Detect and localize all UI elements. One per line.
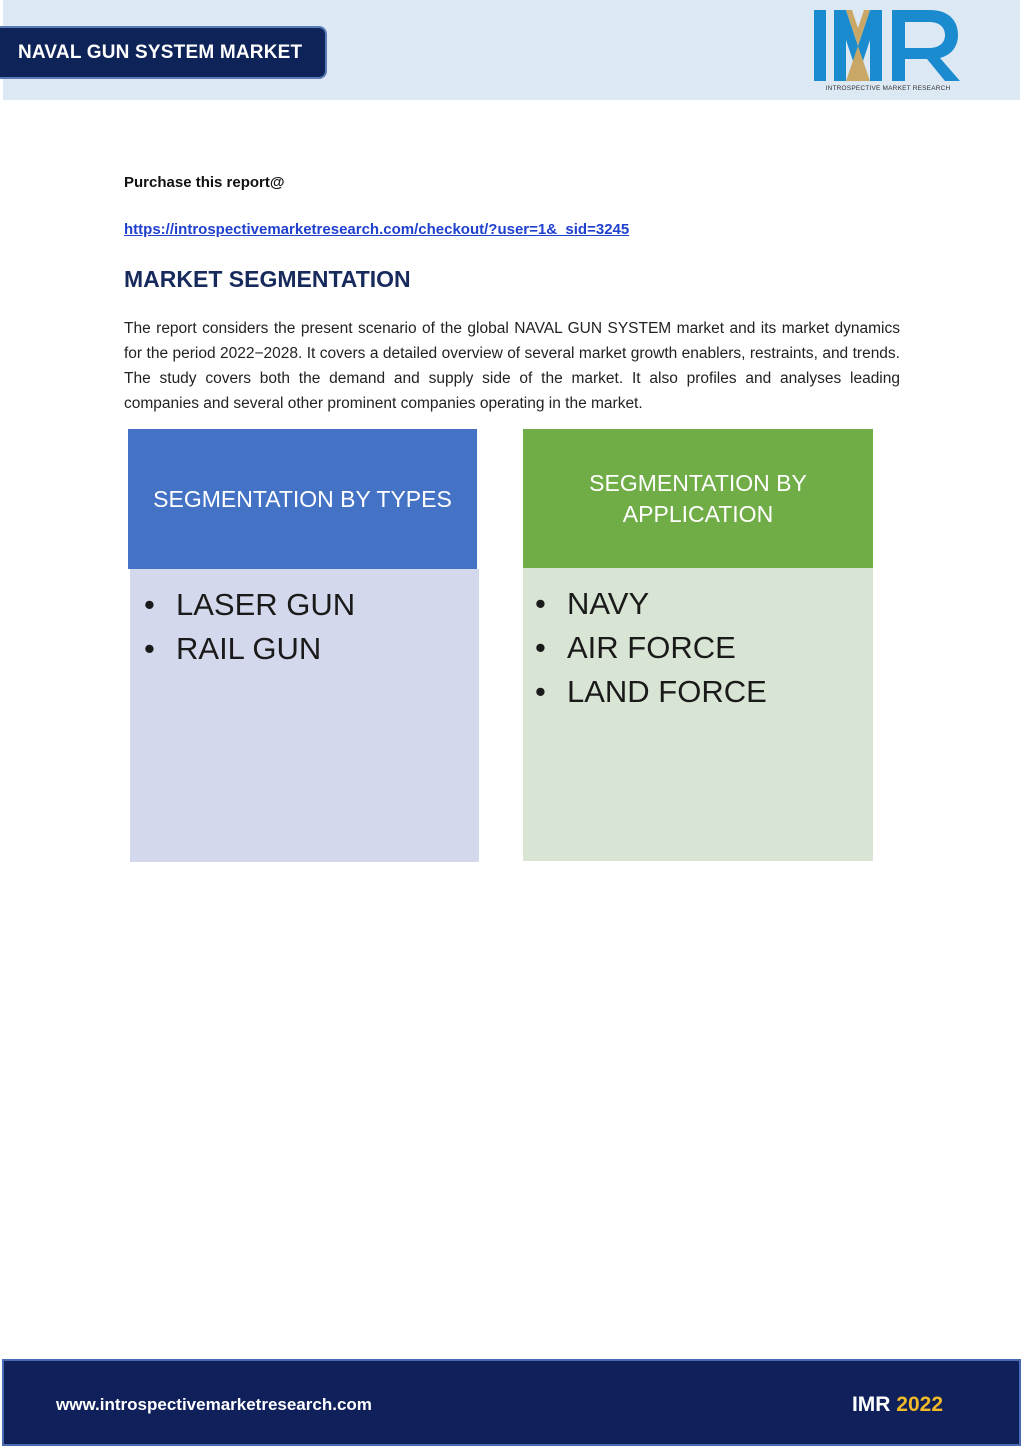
- list-item: • NAVY: [523, 582, 873, 626]
- section-heading: MARKET SEGMENTATION: [124, 266, 411, 292]
- segmentation-application-header: [523, 429, 873, 568]
- bullet-icon: •: [144, 631, 155, 666]
- segmentation-application-body: [523, 568, 873, 861]
- segmentation-types-body: [130, 569, 479, 862]
- bullet-icon: •: [535, 630, 546, 665]
- list-item: • RAIL GUN: [130, 627, 479, 671]
- bullet-icon: •: [535, 674, 546, 709]
- bullet-icon: •: [535, 586, 546, 621]
- segmentation-types-title: SEGMENTATION BY TYPES: [153, 485, 452, 512]
- imr-logo-mark: [812, 8, 964, 84]
- segmentation-application-card: [523, 429, 873, 861]
- segmentation-application-title: SEGMENTATION BY APPLICATION: [589, 469, 807, 527]
- footer-year: 2022: [896, 1393, 943, 1416]
- list-item: • AIR FORCE: [523, 626, 873, 670]
- segmentation-types-card: [128, 429, 479, 862]
- purchase-link[interactable]: https://introspectivemarketresearch.com/checkout/?user=1&_sid=3245: [124, 221, 630, 238]
- footer-brand: [852, 1393, 943, 1417]
- report-title-banner: [0, 26, 327, 79]
- segmentation-types-list: [130, 569, 479, 671]
- list-item: • LASER GUN: [130, 583, 479, 627]
- report-title: NAVAL GUN SYSTEM MARKET: [18, 41, 303, 63]
- footer-brand-name: IMR: [851, 1393, 891, 1416]
- segmentation-types-header: [128, 429, 477, 569]
- footer-website-link[interactable]: www.introspectivemarketresearch.com: [56, 1395, 372, 1414]
- imr-logo: [812, 8, 964, 96]
- intro-paragraph: The report considers the present scenario of the global NAVAL GUN SYSTEM market and its market dynamics for the period 2022−2028. It covers a detailed overview of several market growth enablers, restraints, and trends. The study covers both the demand and supply side of the market. It also profiles and analyses leading companies and several other prominent companies operating in the market.: [124, 320, 900, 412]
- segmentation-application-list: [523, 568, 873, 714]
- purchase-label: Purchase this report@: [124, 174, 285, 191]
- bullet-icon: •: [144, 587, 155, 622]
- logo-tagline: INTROSPECTIVE MARKET RESEARCH: [825, 85, 951, 92]
- list-item: • LAND FORCE: [523, 670, 873, 714]
- footer-bar: [2, 1359, 1021, 1446]
